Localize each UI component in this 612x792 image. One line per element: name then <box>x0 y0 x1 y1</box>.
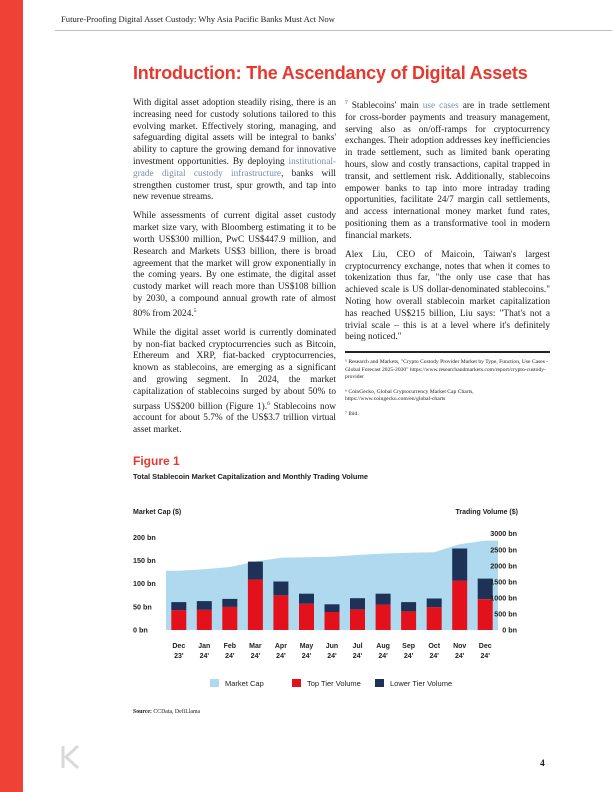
x-tick-month: Jun <box>325 643 339 650</box>
bar-lower-tier-7 <box>350 598 365 609</box>
bar-lower-tier-5 <box>299 594 314 604</box>
footnote-ref-6: 6 <box>267 400 270 407</box>
bar-lower-tier-8 <box>376 594 391 605</box>
section-title: Introduction: The Ascendancy of Digital Assets <box>133 63 528 83</box>
y-right-tick-label: 500 bn <box>494 609 517 619</box>
bar-top-tier-7 <box>350 610 365 631</box>
bar-top-tier-4 <box>273 595 288 630</box>
y-right-tick-label: 1500 bn <box>490 577 517 587</box>
x-tick-month: Dec <box>172 643 186 650</box>
stablecoin-chart <box>120 500 530 700</box>
bar-lower-tier-9 <box>401 602 416 611</box>
paragraph-2-text: While assessments of current digital asset custody market size vary, with Bloomberg estimating it to be worth US$300 million, PwC US$447.9 million, and Research and Markets US$3 billion, there is broad agreement that the market will grow exponentially in the coming years. By one estimate, the digital asset custody market will reach more than US$108 billion by 2030, a compound annual growth rate of almost 80% from 2024. <box>133 211 336 319</box>
x-tick-year: 24' <box>429 653 439 660</box>
figure-label: Figure 1 <box>133 454 180 468</box>
x-tick-month: Oct <box>428 643 441 650</box>
footnote-ref-7: 7 <box>345 100 348 106</box>
x-tick-year: 24' <box>454 653 465 660</box>
y-right-tick-label: 0 bn <box>502 625 517 635</box>
bar-lower-tier-3 <box>248 562 263 580</box>
paragraph-3-text-b: Stablecoins now account for about 5.7% of the US$3.7 trillion virtual asset market. <box>133 401 336 436</box>
x-tick-year: 24' <box>199 653 210 660</box>
x-tick-month: May <box>299 643 314 650</box>
bar-lower-tier-2 <box>222 599 237 607</box>
x-tick-year: 24' <box>225 653 235 660</box>
bar-lower-tier-6 <box>325 604 340 612</box>
paragraph-3 <box>133 328 336 437</box>
bar-top-tier-6 <box>325 612 340 630</box>
x-tick-month: Dec <box>478 643 492 650</box>
footnote-ref-5: 5 <box>193 307 197 314</box>
x-tick-year: 24' <box>250 653 261 660</box>
paragraph-3-text-a: While the digital asset world is currently dominated by non-fiat backed cryptocurrencies such as Bitcoin, Ethereum and XRP, fiat-backed cryptocurrencies, known as stablecoins, are emerging as a significant and growing segment. In 2024, the market capitalization of stablecoins surged by about 50% to surpass US$200 billion (Figure 1). <box>133 327 336 412</box>
y-left-tick-label: 50 bn <box>133 602 152 612</box>
y-right-tick-label: 2000 bn <box>490 561 517 571</box>
legend-label-0: Market Cap <box>225 679 264 688</box>
brand-logo <box>60 745 82 769</box>
x-tick-month: Feb <box>223 643 237 650</box>
x-tick-year: 24' <box>403 653 414 660</box>
x-tick-month: Apr <box>274 643 287 650</box>
bar-top-tier-2 <box>222 607 237 630</box>
x-tick-month: Sep <box>402 643 416 650</box>
page-accent-bar <box>0 0 23 792</box>
y-right-tick-label: 3000 bn <box>490 529 517 539</box>
bar-top-tier-10 <box>427 607 442 630</box>
bar-lower-tier-0 <box>171 602 186 610</box>
footnote-6: ⁶ CoinGecko, Global Cryptocurrency Market Cap Charts, https://www.coingecko.com/en/global-charts <box>345 388 474 403</box>
header-rule <box>55 30 612 31</box>
x-tick-year: 24' <box>480 653 490 660</box>
legend-label-1: Top Tier Volume <box>307 679 361 688</box>
x-tick-month: Aug <box>376 643 390 650</box>
footnote-5: ⁵ Research and Markets, "Crypto Custody Provider Market by Type, Function, Use Cases - Global Forecast 2025-2030" https://www.researchandmarkets.com/report/crypto-custody-provider <box>345 358 549 381</box>
figure-title: Total Stablecoin Market Capitalization and Monthly Trading Volume <box>133 472 369 481</box>
x-tick-month: Nov <box>453 643 467 650</box>
y-axis-left-title: Market Cap ($) <box>133 509 182 516</box>
bar-lower-tier-1 <box>197 601 212 610</box>
y-right-tick-label: 2500 bn <box>490 545 517 555</box>
bar-top-tier-0 <box>171 610 186 630</box>
bar-top-tier-3 <box>248 580 263 630</box>
x-tick-year: 24' <box>327 653 337 660</box>
legend-swatch-0 <box>210 679 219 687</box>
x-tick-month: Mar <box>249 643 262 650</box>
page-number: 4 <box>540 759 545 769</box>
y-left-tick-label: 100 bn <box>133 579 156 589</box>
legend-label-2: Lower Tier Volume <box>390 679 453 688</box>
bar-lower-tier-4 <box>273 582 288 596</box>
x-tick-month: Jul <box>352 643 363 650</box>
y-left-tick-label: 150 bn <box>133 556 156 565</box>
source-text: CCData, DefiLlama <box>151 709 201 715</box>
use-cases-link[interactable]: use cases <box>422 101 459 112</box>
y-left-tick-label: 200 bn <box>133 532 156 542</box>
x-tick-year: 24' <box>378 653 388 660</box>
y-axis-right-title: Trading Volume ($) <box>455 509 518 516</box>
footnote-7: ⁷ Ibid. <box>345 411 359 418</box>
paragraph-3-continued <box>345 98 550 243</box>
paragraph-1-text-b: , banks will strengthen customer trust, spur growth, and tap into new revenue streams. <box>133 168 336 203</box>
x-tick-year: 24' <box>276 653 286 660</box>
y-right-tick-label: 1000 bn <box>490 593 517 603</box>
paragraph-3-text-d: are in trade settlement for cross-border payments and treasury management, serving also as on/off-ramps for cryptocurrency exchanges. Their adoption addresses key inefficiencies in trade settlement, such as limited bank operating hours, slow and costly transactions, capital trapped in transit, and settlement risk. Additionally, stablecoins empower banks to tap into more intraday trading opportunities, facilitate 24/7 margin call settlements, and access international money market fund rates, positioning them as a transformative tool in modern financial markets. <box>345 101 550 241</box>
source-label: Source: <box>133 709 152 715</box>
x-tick-month: Jan <box>198 643 211 650</box>
running-header: Future-Proofing Digital Asset Custody: Why Asia Pacific Banks Must Act Now <box>61 14 335 24</box>
paragraph-1-text-a: With digital asset adoption steadily rising, there is an increasing need for custody solutions tailored to this evolving market. Effectively storing, managing, and safeguarding digital assets will be integral to banks' ability to capture the growing demand for innovative investment opportunities. By deploying <box>133 98 336 167</box>
bar-lower-tier-10 <box>427 599 442 608</box>
bar-top-tier-5 <box>299 604 314 630</box>
bar-top-tier-11 <box>452 581 467 630</box>
paragraph-3-text-c: Stablecoins' main <box>347 101 423 112</box>
bar-top-tier-8 <box>376 605 391 630</box>
bar-top-tier-1 <box>197 610 212 630</box>
x-tick-year: 24' <box>301 653 312 660</box>
custody-infrastructure-link[interactable]: institutional-grade digital custody infrastructure <box>133 156 336 179</box>
paragraph-4: Alex Liu, CEO of Maicoin, Taiwan's largest cryptocurrency exchange, notes that when it comes to tokenization thus far, "the only use case that has achieved scale is US dollar-denominated stablecoins." Noting how overall stablecoin market capitalization has reached US$215 billion, Liu says: "That's not a trivial scale – this is at a level where it's definitely being noticed." <box>345 249 550 343</box>
paragraph-1 <box>133 98 336 204</box>
legend-swatch-2 <box>375 679 384 687</box>
body-column-right <box>345 98 550 426</box>
bar-top-tier-12 <box>478 599 493 630</box>
x-tick-year: 23' <box>174 653 184 660</box>
figure-source <box>133 709 200 715</box>
bar-top-tier-9 <box>401 611 416 630</box>
y-left-tick-label: 0 bn <box>133 625 148 635</box>
footnote-rule <box>345 351 550 353</box>
bar-lower-tier-11 <box>452 549 467 581</box>
x-tick-year: 24' <box>352 653 363 660</box>
legend-swatch-1 <box>292 679 301 687</box>
body-column-left <box>133 98 336 444</box>
paragraph-2 <box>133 211 336 320</box>
